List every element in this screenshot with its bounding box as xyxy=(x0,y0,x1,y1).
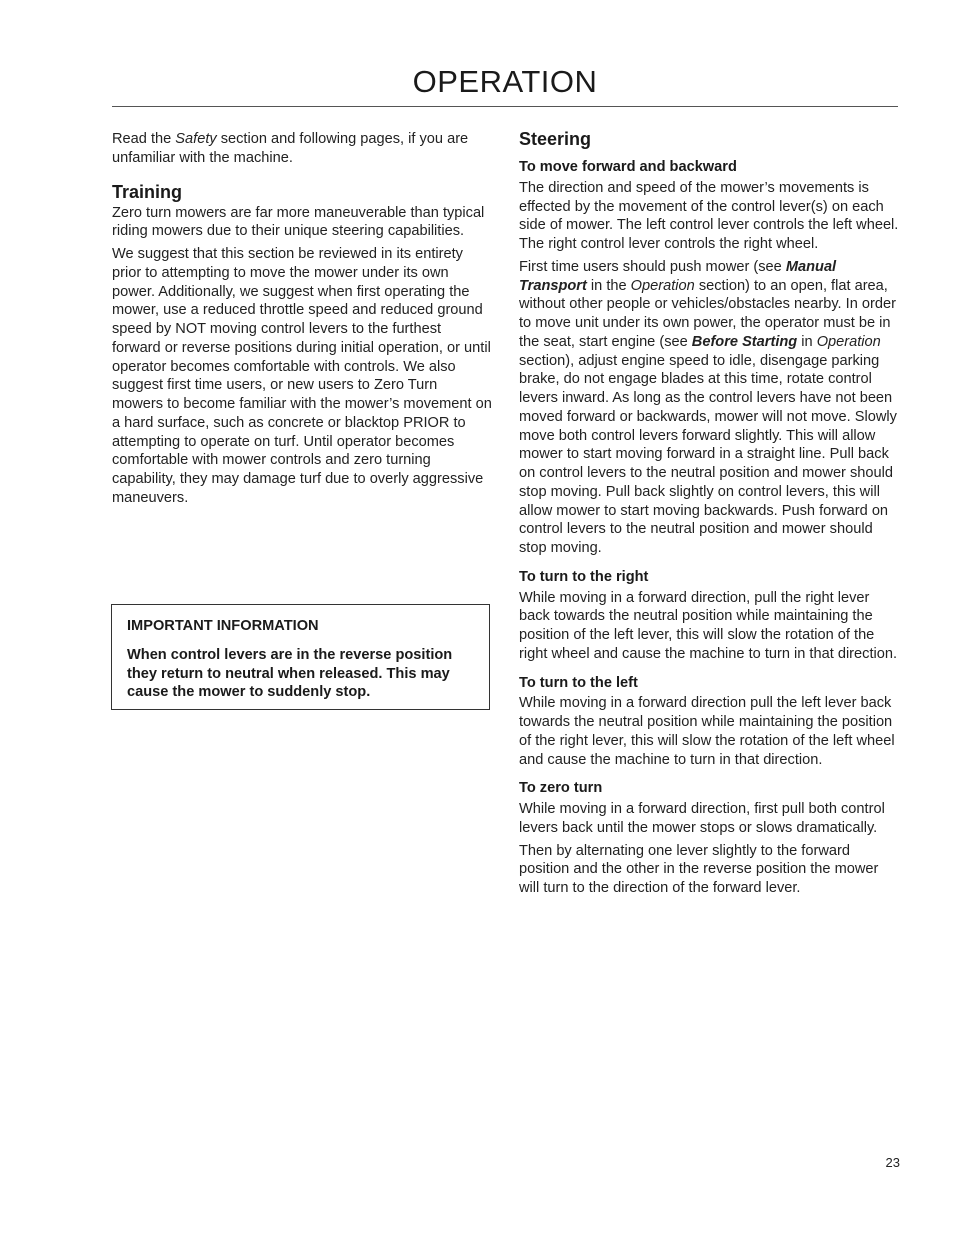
forward-backward-heading: To move forward and backward xyxy=(519,159,737,175)
turn-left-paragraph: While moving in a forward direction pull the left lever back towards the neutral position while maintaining the position of the right lever, this will slow the rotation of the left wheel and cause the machine to turn in that direction. xyxy=(519,695,895,768)
before-starting-reference: Before Starting xyxy=(691,333,798,350)
forward-backward-paragraph-2 xyxy=(519,258,901,558)
zero-turn-heading: To zero turn xyxy=(519,780,603,797)
manual-transport-reference: Manual Transport xyxy=(519,258,837,294)
page-number: 23 xyxy=(885,1155,900,1170)
fb-text-i: section), adjust engine speed to idle, disengage parking brake, do not engage blades at this time, rotate control levers inward. As long as the control levers have not been moved forward or backwards, mower will not move. Slowly move both control levers forward slightly. This will allow mower to start moving forward in a straight line. Pull back on control levers to the neutral position and mower should stop moving. Pull back slightly on control levers, this will allow mower to start moving backwards. Push forward on control levers to the neutral position and mower should stop moving. xyxy=(519,352,897,556)
training-paragraph-1: Zero turn mowers are far more maneuverable than typical riding mowers due to their unique steering capabilities. xyxy=(112,204,485,240)
fb-text-a: First time users should push mower (see xyxy=(519,258,786,275)
operation-reference-2: Operation xyxy=(816,333,881,350)
intro-text-c: section and following pages, if you are unfamiliar with the machine. xyxy=(112,131,469,166)
intro-paragraph xyxy=(112,130,492,168)
turn-right-heading: To turn to the right xyxy=(519,568,649,585)
intro-text-a: Read the xyxy=(112,131,176,147)
important-information-body: When control levers are in the reverse position they return to neutral when released. This may cause the mower to suddenly stop. xyxy=(127,646,453,701)
steering-heading: Steering xyxy=(519,129,592,149)
title-divider xyxy=(112,106,898,107)
important-information-box xyxy=(111,604,490,710)
intro-safety-reference: Safety xyxy=(175,131,217,147)
turn-right-paragraph: While moving in a forward direction, pull the right lever back towards the neutral position while maintaining the position of the left lever, this will slow the rotation of the right wheel and cause the machine to turn in that direction. xyxy=(519,589,898,662)
right-column xyxy=(519,128,901,898)
zero-turn-paragraph-2: Then by alternating one lever slightly to the forward position and the other in the reverse position the mower will turn to the direction of the forward lever. xyxy=(519,842,879,896)
fb-text-g: in xyxy=(797,333,817,350)
page-title: OPERATION xyxy=(412,64,598,99)
fb-text-c: in the xyxy=(586,277,631,294)
operation-reference-1: Operation xyxy=(630,277,695,294)
training-paragraph-2: We suggest that this section be reviewed in its entirety prior to attempting to move the mower under its own power. Additionally, we suggest when first operating the mower, use a reduced throttle speed and reduced ground speed by NOT moving control levers to the furthest forward or reverse positions during initial operation, or until operator becomes comfortable with controls. We also suggest first time users, or new users to Zero Turn mowers to become familiar with the mower’s movement on a hard surface, such as concrete or blacktop PRIOR to attempting to operate on turf. Until operator becomes comfortable with mower controls and zero turning capability, they may damage turf due to overly aggressive maneuvers. xyxy=(112,246,492,506)
training-heading: Training xyxy=(112,181,183,202)
zero-turn-paragraph-1: While moving in a forward direction, first pull both control levers back until the mower stops or slows dramatically. xyxy=(519,801,885,836)
forward-backward-paragraph-1: The direction and speed of the mower’s movements is effected by the movement of the control lever(s) on each side of mower. The left control lever controls the left wheel. The right control lever controls the right wheel. xyxy=(519,179,899,252)
left-column xyxy=(112,130,492,508)
important-information-heading: IMPORTANT INFORMATION xyxy=(127,618,319,634)
fb-text-e: section) to an open, flat area, without other people or vehicles/obstacles nearby. In order to move unit under its own power, the operator must be in the seat, start engine (see xyxy=(519,277,896,350)
turn-left-heading: To turn to the left xyxy=(519,674,638,691)
